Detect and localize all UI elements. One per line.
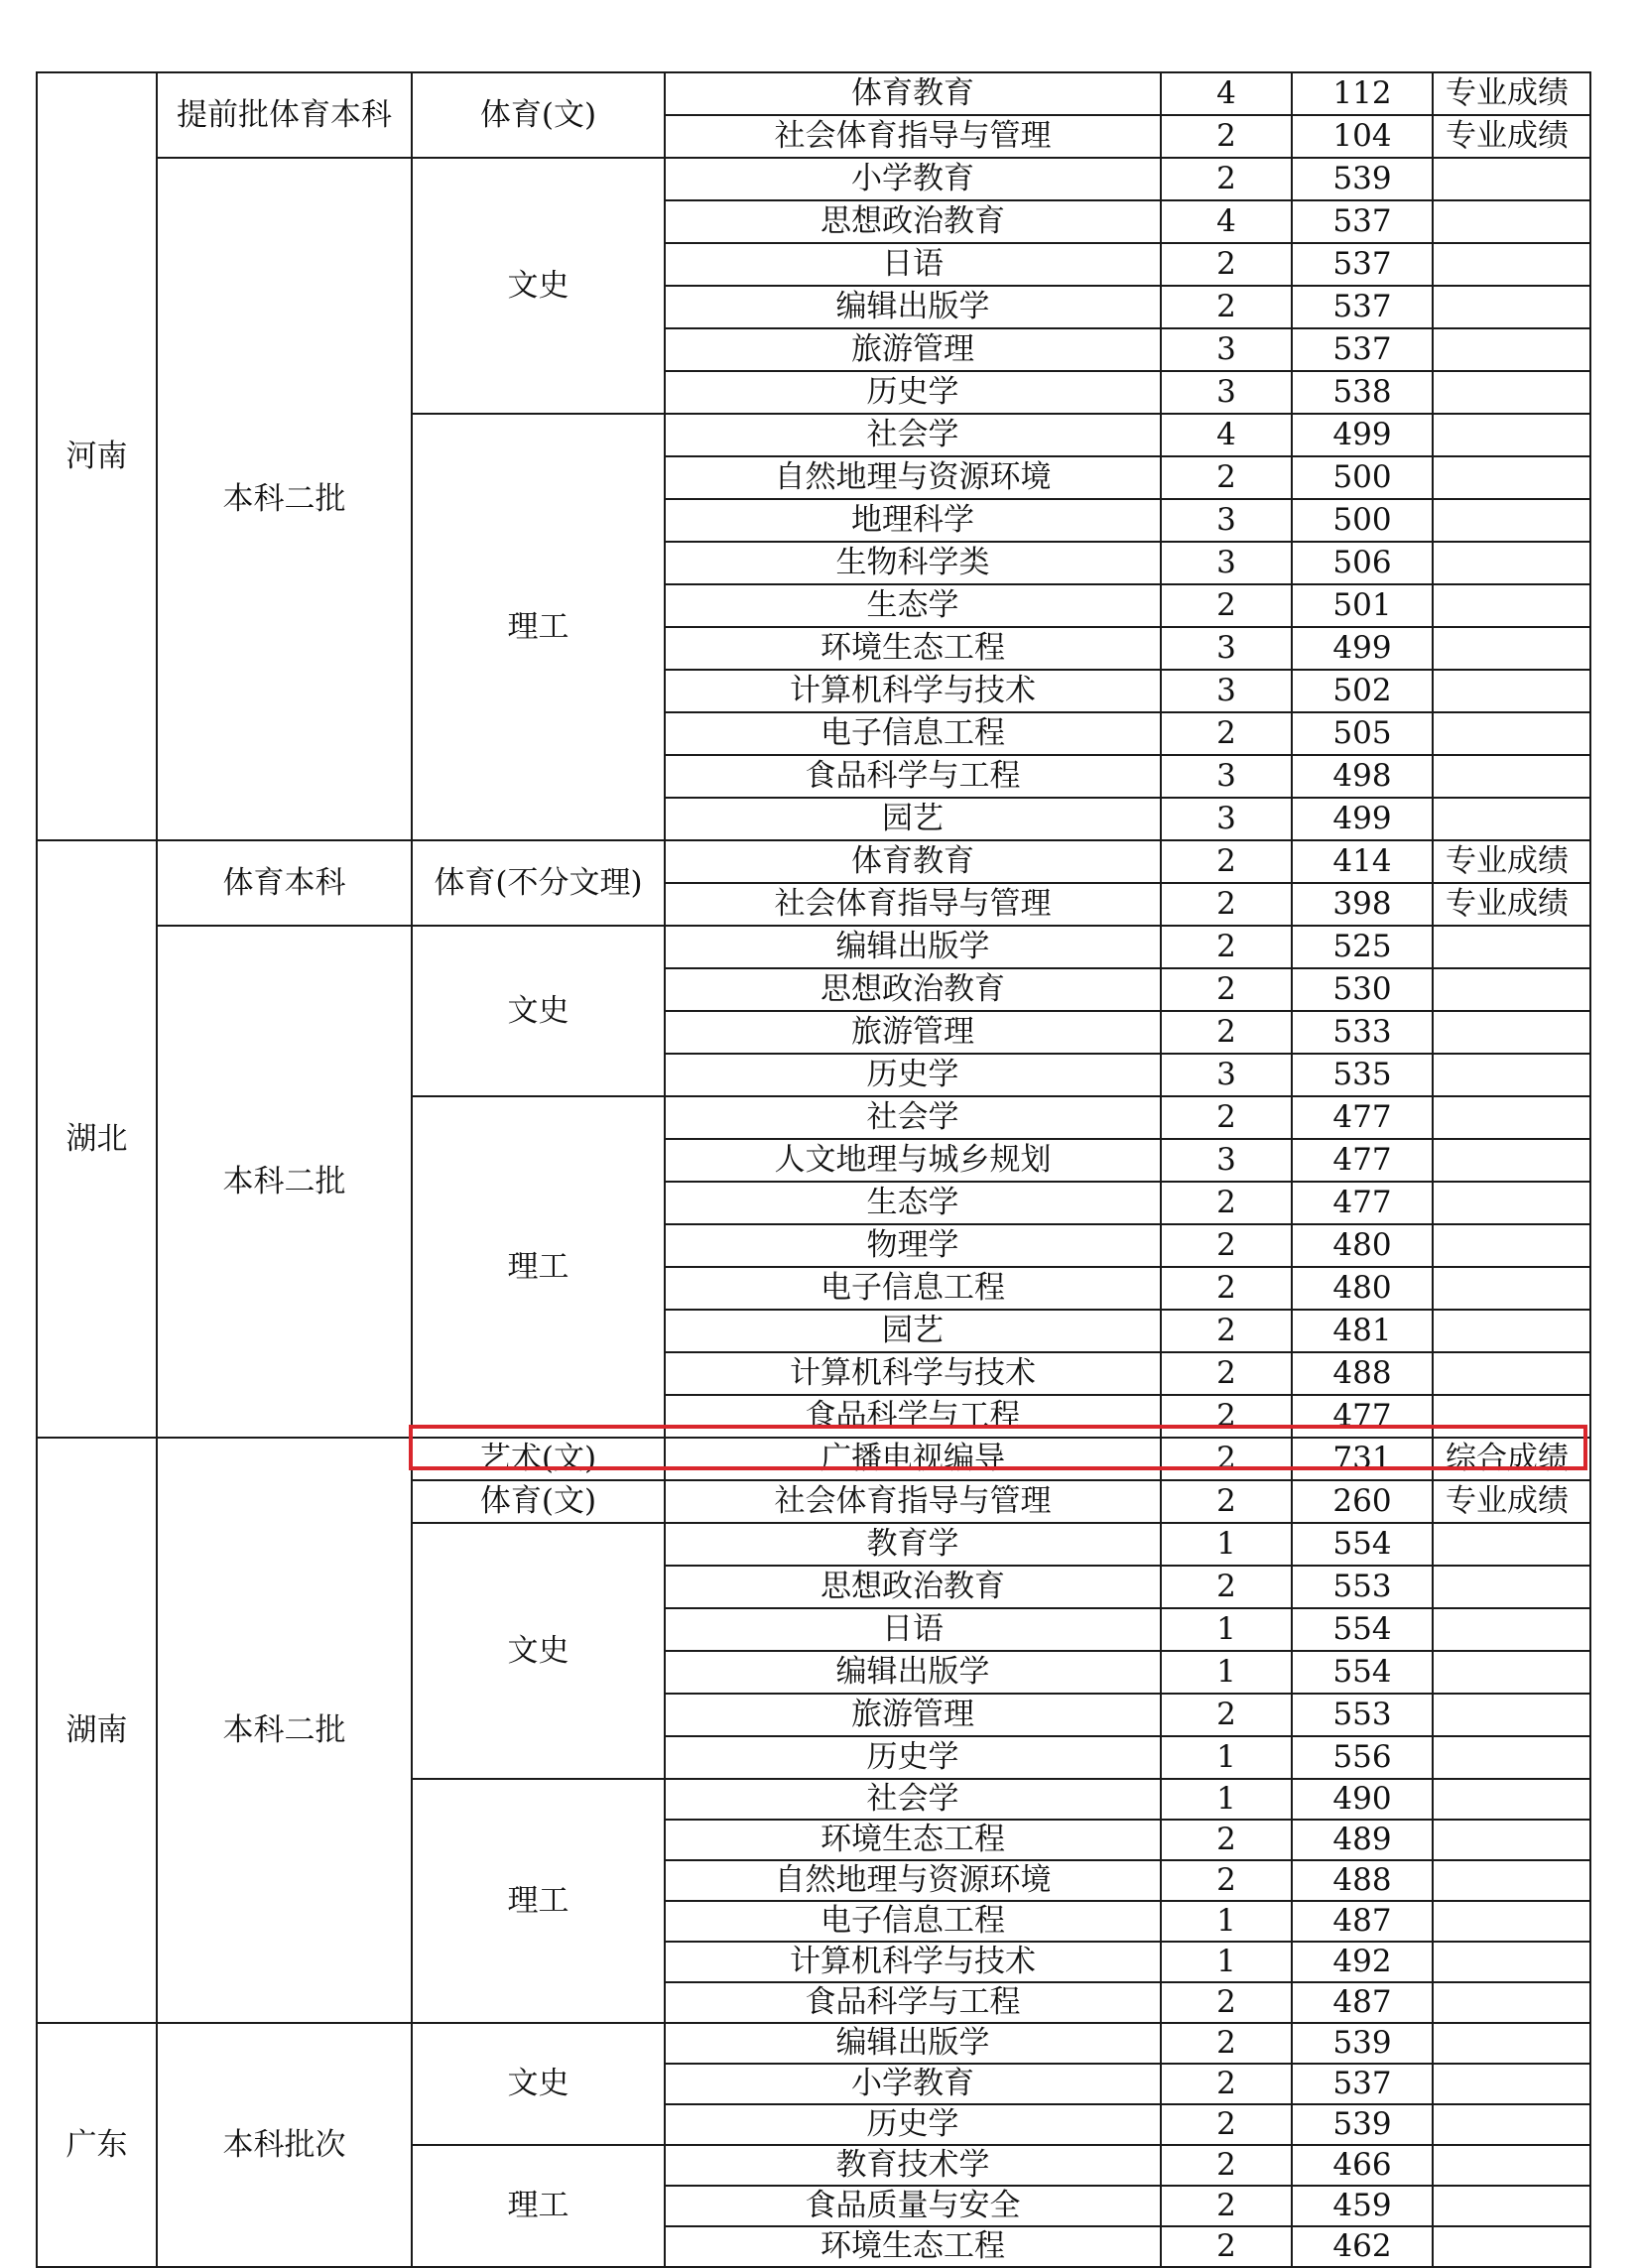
note-cell (1433, 2104, 1590, 2145)
subject-type-cell: 理工 (412, 414, 665, 840)
quota-cell: 2 (1161, 456, 1292, 499)
major-cell: 旅游管理 (665, 328, 1161, 371)
subject-type-cell: 理工 (412, 1096, 665, 1438)
quota-cell: 2 (1161, 1182, 1292, 1224)
min-score-cell: 489 (1292, 1820, 1433, 1860)
note-cell (1433, 1694, 1590, 1736)
major-cell: 历史学 (665, 1054, 1161, 1096)
quota-cell: 2 (1161, 1352, 1292, 1395)
note-cell (1433, 1267, 1590, 1310)
batch-cell: 提前批体育本科 (157, 72, 412, 158)
note-cell (1433, 670, 1590, 712)
min-score-cell: 492 (1292, 1942, 1433, 1982)
quota-cell: 2 (1161, 1566, 1292, 1608)
subject-type-cell: 体育(文) (412, 72, 665, 158)
major-cell: 计算机科学与技术 (665, 1942, 1161, 1982)
note-cell (1433, 627, 1590, 670)
min-score-cell: 498 (1292, 755, 1433, 798)
note-cell (1433, 1352, 1590, 1395)
major-cell: 计算机科学与技术 (665, 1352, 1161, 1395)
quota-cell: 2 (1161, 1011, 1292, 1054)
quota-cell: 1 (1161, 1942, 1292, 1982)
note-cell (1433, 1942, 1590, 1982)
min-score-cell: 505 (1292, 712, 1433, 755)
note-cell: 专业成绩 (1433, 840, 1590, 883)
major-cell: 旅游管理 (665, 1694, 1161, 1736)
major-cell: 编辑出版学 (665, 2023, 1161, 2064)
subject-type-cell: 文史 (412, 158, 665, 414)
quota-cell: 2 (1161, 1096, 1292, 1139)
major-cell: 社会学 (665, 414, 1161, 456)
major-cell: 环境生态工程 (665, 627, 1161, 670)
min-score-cell: 500 (1292, 456, 1433, 499)
quota-cell: 2 (1161, 2145, 1292, 2186)
batch-cell: 本科二批 (157, 158, 412, 840)
quota-cell: 3 (1161, 542, 1292, 584)
quota-cell: 1 (1161, 1608, 1292, 1651)
note-cell (1433, 926, 1590, 968)
province-cell: 广东 (37, 2023, 157, 2267)
subject-type-cell: 理工 (412, 2145, 665, 2267)
major-cell: 教育技术学 (665, 2145, 1161, 2186)
note-cell (1433, 968, 1590, 1011)
min-score-cell: 112 (1292, 72, 1433, 115)
quota-cell: 2 (1161, 1480, 1292, 1523)
major-cell: 编辑出版学 (665, 286, 1161, 328)
quota-cell: 2 (1161, 2023, 1292, 2064)
min-score-cell: 466 (1292, 2145, 1433, 2186)
major-cell: 小学教育 (665, 158, 1161, 200)
note-cell (1433, 286, 1590, 328)
note-cell (1433, 2023, 1590, 2064)
major-cell: 食品科学与工程 (665, 755, 1161, 798)
note-cell (1433, 584, 1590, 627)
min-score-cell: 731 (1292, 1438, 1433, 1480)
major-cell: 电子信息工程 (665, 1901, 1161, 1942)
min-score-cell: 539 (1292, 2023, 1433, 2064)
min-score-cell: 537 (1292, 2064, 1433, 2104)
note-cell (1433, 1182, 1590, 1224)
min-score-cell: 462 (1292, 2226, 1433, 2267)
min-score-cell: 487 (1292, 1982, 1433, 2023)
major-cell: 社会体育指导与管理 (665, 115, 1161, 158)
note-cell (1433, 328, 1590, 371)
note-cell (1433, 1651, 1590, 1694)
min-score-cell: 556 (1292, 1736, 1433, 1779)
major-cell: 社会体育指导与管理 (665, 1480, 1161, 1523)
quota-cell: 2 (1161, 968, 1292, 1011)
quota-cell: 2 (1161, 883, 1292, 926)
min-score-cell: 554 (1292, 1608, 1433, 1651)
note-cell (1433, 1901, 1590, 1942)
min-score-cell: 499 (1292, 798, 1433, 840)
quota-cell: 2 (1161, 1982, 1292, 2023)
min-score-cell: 488 (1292, 1352, 1433, 1395)
major-cell: 日语 (665, 1608, 1161, 1651)
quota-cell: 1 (1161, 1523, 1292, 1566)
major-cell: 自然地理与资源环境 (665, 1860, 1161, 1901)
min-score-cell: 398 (1292, 883, 1433, 926)
min-score-cell: 530 (1292, 968, 1433, 1011)
major-cell: 旅游管理 (665, 1011, 1161, 1054)
quota-cell: 2 (1161, 1267, 1292, 1310)
quota-cell: 3 (1161, 798, 1292, 840)
note-cell (1433, 1566, 1590, 1608)
major-cell: 地理科学 (665, 499, 1161, 542)
quota-cell: 2 (1161, 115, 1292, 158)
min-score-cell: 502 (1292, 670, 1433, 712)
note-cell (1433, 1736, 1590, 1779)
note-cell: 专业成绩 (1433, 115, 1590, 158)
table-row (37, 926, 1590, 968)
min-score-cell: 480 (1292, 1267, 1433, 1310)
min-score-cell: 554 (1292, 1523, 1433, 1566)
major-cell: 园艺 (665, 798, 1161, 840)
batch-cell: 体育本科 (157, 840, 412, 926)
quota-cell: 2 (1161, 1860, 1292, 1901)
quota-cell: 2 (1161, 1438, 1292, 1480)
quota-cell: 2 (1161, 840, 1292, 883)
note-cell (1433, 200, 1590, 243)
quota-cell: 2 (1161, 2104, 1292, 2145)
min-score-cell: 533 (1292, 1011, 1433, 1054)
min-score-cell: 553 (1292, 1694, 1433, 1736)
note-cell (1433, 1011, 1590, 1054)
major-cell: 小学教育 (665, 2064, 1161, 2104)
major-cell: 体育教育 (665, 72, 1161, 115)
major-cell: 自然地理与资源环境 (665, 456, 1161, 499)
min-score-cell: 500 (1292, 499, 1433, 542)
quota-cell: 2 (1161, 2186, 1292, 2226)
note-cell (1433, 755, 1590, 798)
note-cell (1433, 2186, 1590, 2226)
note-cell: 专业成绩 (1433, 72, 1590, 115)
subject-type-cell: 理工 (412, 1779, 665, 2023)
major-cell: 广播电视编导 (665, 1438, 1161, 1480)
min-score-cell: 554 (1292, 1651, 1433, 1694)
province-cell: 河南 (37, 72, 157, 840)
admission-score-table (36, 71, 1591, 2268)
quota-cell: 1 (1161, 1736, 1292, 1779)
quota-cell: 2 (1161, 1395, 1292, 1438)
major-cell: 环境生态工程 (665, 1820, 1161, 1860)
major-cell: 园艺 (665, 1310, 1161, 1352)
note-cell (1433, 1779, 1590, 1820)
major-cell: 历史学 (665, 1736, 1161, 1779)
note-cell (1433, 542, 1590, 584)
min-score-cell: 499 (1292, 414, 1433, 456)
quota-cell: 2 (1161, 243, 1292, 286)
min-score-cell: 539 (1292, 158, 1433, 200)
quota-cell: 2 (1161, 1820, 1292, 1860)
major-cell: 思想政治教育 (665, 200, 1161, 243)
min-score-cell: 104 (1292, 115, 1433, 158)
table-row (37, 72, 1590, 115)
min-score-cell: 260 (1292, 1480, 1433, 1523)
note-cell (1433, 1139, 1590, 1182)
note-cell: 综合成绩 (1433, 1438, 1590, 1480)
min-score-cell: 538 (1292, 371, 1433, 414)
min-score-cell: 477 (1292, 1182, 1433, 1224)
quota-cell: 3 (1161, 1139, 1292, 1182)
quota-cell: 2 (1161, 2226, 1292, 2267)
min-score-cell: 501 (1292, 584, 1433, 627)
table-row (37, 840, 1590, 883)
major-cell: 电子信息工程 (665, 1267, 1161, 1310)
quota-cell: 3 (1161, 627, 1292, 670)
note-cell: 专业成绩 (1433, 883, 1590, 926)
major-cell: 食品质量与安全 (665, 2186, 1161, 2226)
quota-cell: 3 (1161, 670, 1292, 712)
province-cell: 湖北 (37, 840, 157, 1438)
quota-cell: 3 (1161, 755, 1292, 798)
major-cell: 生态学 (665, 1182, 1161, 1224)
min-score-cell: 477 (1292, 1096, 1433, 1139)
subject-type-cell: 文史 (412, 926, 665, 1096)
subject-type-cell: 文史 (412, 1523, 665, 1779)
major-cell: 历史学 (665, 371, 1161, 414)
subject-type-cell: 体育(文) (412, 1480, 665, 1523)
min-score-cell: 537 (1292, 200, 1433, 243)
quota-cell: 4 (1161, 200, 1292, 243)
major-cell: 社会学 (665, 1779, 1161, 1820)
note-cell: 专业成绩 (1433, 1480, 1590, 1523)
note-cell (1433, 798, 1590, 840)
quota-cell: 1 (1161, 1651, 1292, 1694)
quota-cell: 1 (1161, 1901, 1292, 1942)
note-cell (1433, 158, 1590, 200)
note-cell (1433, 2145, 1590, 2186)
major-cell: 电子信息工程 (665, 712, 1161, 755)
min-score-cell: 537 (1292, 243, 1433, 286)
min-score-cell: 553 (1292, 1566, 1433, 1608)
major-cell: 社会体育指导与管理 (665, 883, 1161, 926)
min-score-cell: 535 (1292, 1054, 1433, 1096)
major-cell: 食品科学与工程 (665, 1395, 1161, 1438)
subject-type-cell: 艺术(文) (412, 1438, 665, 1480)
note-cell (1433, 2064, 1590, 2104)
quota-cell: 2 (1161, 712, 1292, 755)
min-score-cell: 490 (1292, 1779, 1433, 1820)
min-score-cell: 537 (1292, 286, 1433, 328)
major-cell: 人文地理与城乡规划 (665, 1139, 1161, 1182)
subject-type-cell: 文史 (412, 2023, 665, 2145)
note-cell (1433, 1982, 1590, 2023)
min-score-cell: 537 (1292, 328, 1433, 371)
min-score-cell: 414 (1292, 840, 1433, 883)
table-row (37, 1438, 1590, 1480)
note-cell (1433, 1608, 1590, 1651)
min-score-cell: 539 (1292, 2104, 1433, 2145)
major-cell: 编辑出版学 (665, 1651, 1161, 1694)
note-cell (1433, 1224, 1590, 1267)
batch-cell: 本科二批 (157, 1438, 412, 2023)
note-cell (1433, 1523, 1590, 1566)
note-cell (1433, 2226, 1590, 2267)
min-score-cell: 487 (1292, 1901, 1433, 1942)
min-score-cell: 477 (1292, 1139, 1433, 1182)
quota-cell: 2 (1161, 926, 1292, 968)
quota-cell: 3 (1161, 499, 1292, 542)
min-score-cell: 459 (1292, 2186, 1433, 2226)
quota-cell: 2 (1161, 158, 1292, 200)
major-cell: 思想政治教育 (665, 1566, 1161, 1608)
major-cell: 体育教育 (665, 840, 1161, 883)
min-score-cell: 480 (1292, 1224, 1433, 1267)
quota-cell: 2 (1161, 1310, 1292, 1352)
note-cell (1433, 1860, 1590, 1901)
subject-type-cell: 体育(不分文理) (412, 840, 665, 926)
quota-cell: 1 (1161, 1779, 1292, 1820)
note-cell (1433, 1096, 1590, 1139)
note-cell (1433, 1310, 1590, 1352)
quota-cell: 2 (1161, 286, 1292, 328)
note-cell (1433, 1054, 1590, 1096)
major-cell: 环境生态工程 (665, 2226, 1161, 2267)
major-cell: 教育学 (665, 1523, 1161, 1566)
major-cell: 社会学 (665, 1096, 1161, 1139)
major-cell: 物理学 (665, 1224, 1161, 1267)
quota-cell: 2 (1161, 2064, 1292, 2104)
quota-cell: 3 (1161, 371, 1292, 414)
major-cell: 生态学 (665, 584, 1161, 627)
min-score-cell: 477 (1292, 1395, 1433, 1438)
table-row (37, 158, 1590, 200)
note-cell (1433, 243, 1590, 286)
min-score-cell: 481 (1292, 1310, 1433, 1352)
min-score-cell: 499 (1292, 627, 1433, 670)
major-cell: 生物科学类 (665, 542, 1161, 584)
min-score-cell: 488 (1292, 1860, 1433, 1901)
major-cell: 食品科学与工程 (665, 1982, 1161, 2023)
note-cell (1433, 712, 1590, 755)
quota-cell: 2 (1161, 584, 1292, 627)
note-cell (1433, 371, 1590, 414)
major-cell: 历史学 (665, 2104, 1161, 2145)
note-cell (1433, 456, 1590, 499)
quota-cell: 4 (1161, 414, 1292, 456)
note-cell (1433, 1395, 1590, 1438)
major-cell: 日语 (665, 243, 1161, 286)
min-score-cell: 525 (1292, 926, 1433, 968)
quota-cell: 4 (1161, 72, 1292, 115)
major-cell: 思想政治教育 (665, 968, 1161, 1011)
note-cell (1433, 499, 1590, 542)
major-cell: 计算机科学与技术 (665, 670, 1161, 712)
note-cell (1433, 414, 1590, 456)
quota-cell: 2 (1161, 1694, 1292, 1736)
quota-cell: 2 (1161, 1224, 1292, 1267)
province-cell: 湖南 (37, 1438, 157, 2023)
quota-cell: 3 (1161, 1054, 1292, 1096)
note-cell (1433, 1820, 1590, 1860)
quota-cell: 3 (1161, 328, 1292, 371)
table-row (37, 2023, 1590, 2064)
batch-cell: 本科二批 (157, 926, 412, 1438)
batch-cell: 本科批次 (157, 2023, 412, 2267)
major-cell: 编辑出版学 (665, 926, 1161, 968)
min-score-cell: 506 (1292, 542, 1433, 584)
